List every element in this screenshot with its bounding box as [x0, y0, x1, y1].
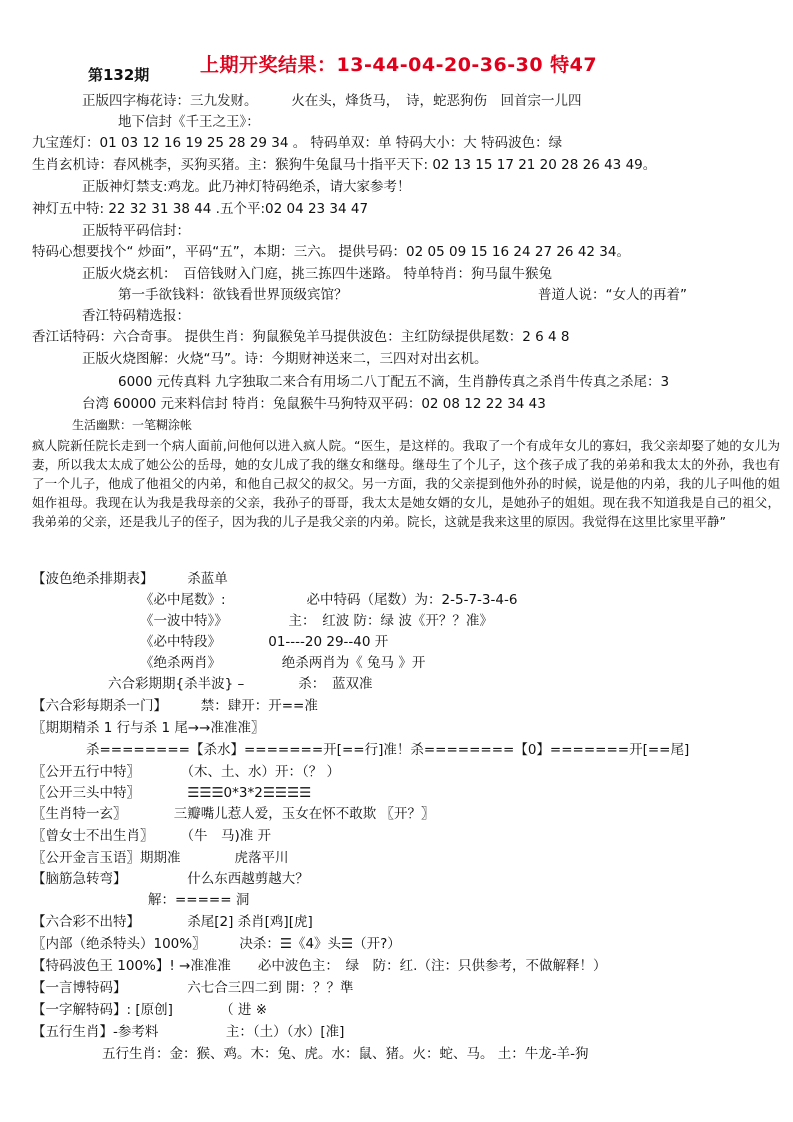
taiwan-envelope-line: 台湾 60000 元来料信封 特肖：兔鼠猴牛马狗特双平码：02 08 12 22 34 43: [82, 396, 546, 412]
three-heads-line: 〖公开三头中特〗 ☰☰☰0*3*2☰☰☰☰: [32, 785, 312, 801]
humor-story: 疯人院新任院长走到一个病人面前,问他何以进入疯人院。“医生，是这样的。我取了一个有成年女儿的寡妇，我父亲却娶了她的女儿为妻，所以我太太成了她公公的岳母，她的女儿成了我的继女和继母。继母生了个儿子，这个孩子成了我的弟弟和我太太的外孙，我也有了一个儿子，他成了他祖父的内弟，和他自己叔父的叔父。另一方面，我的父亲提到他外孙的时候，说是他的内弟，我的儿子叫他的姐姐作祖母。我现在认为我是我母亲的父亲，我孙子的哥哥，我太太是她女婿的女儿，是她孙子的姐姐。现在我不知道我是自己的祖父，我弟弟的父亲，还是我儿子的侄子，因为我的儿子是我父亲的内弟。院长，这就是我来这里的原因。我觉得在这里比家里平静”: [32, 438, 780, 529]
five-elements-line: 〖公开五行中特〗 （木、土、水）开：（？ ）: [32, 764, 341, 780]
fire-mystery-line: 正版火烧玄机： 百倍钱财入门庭，挑三拣四牛迷路。 特单特肖：狗马鼠牛猴兔: [82, 266, 553, 282]
nine-lotus-line: 九宝莲灯：01 03 12 16 19 25 28 29 34 。 特码单双：单 特码大小：大 特码波色：绿: [32, 135, 563, 151]
hongkong-talk-line: 香江话特码：六合奇事。 提供生肖：狗鼠猴兔羊马提供波色：主红防绿提供尾数：2 6 4 8: [32, 329, 570, 345]
golden-words-line: 〖公开金言玉语〗期期准 虎落平川: [32, 850, 289, 866]
hongkong-selection-title: 香江特码精选报：: [82, 308, 190, 324]
half-wave-line: 六合彩期期{杀半波} – 杀： 蓝双准: [108, 676, 373, 692]
one-word-bet-line: 【一言博特码】 六七合三四二到 開：？？準: [32, 980, 354, 996]
humor-title: 生活幽默：一笔糊涂帐: [72, 418, 193, 432]
ms-zeng-line: 〖曾女士不出生肖〗 （牛 马)准 开: [32, 828, 272, 844]
zodiac-mystery-line: 生肖玄机诗：春风桃李，买狗买猪。主：猴狗牛兔鼠马十指平天下: 02 13 15 17 21 20 28 26 43 49。: [32, 157, 657, 173]
brain-teaser-answer: 解：===== 洞: [148, 892, 250, 908]
special-code-line: 特码心想要找个“ 炒面”，平码“五”，本期：三六。 提供号码：02 05 09 15 16 24 27 26 42 34。: [32, 244, 630, 260]
fire-diagram-line: 正版火烧图解：火烧“马”。诗：今期财神送来二，三四对对出玄机。: [82, 351, 488, 367]
must-tail-line: 《必中尾数》: 必中特码（尾数）为：2-5-7-3-4-6: [140, 592, 518, 608]
color-kill-table-title: 【波色绝杀排期表】 杀蓝单: [32, 571, 228, 587]
kill-row-tail-title: 〖期期精杀 1 行与杀 1 尾→→准准准〗: [32, 720, 265, 736]
fax-material-line: 6000 元传真料 九字独取二来合有用场二八丁配五不滴，生肖静传真之杀肖牛传真之杀尾：3: [118, 374, 670, 390]
five-element-zodiac-list: 五行生肖：金：猴、鸡。木：兔、虎。水：鼠、猪。火：蛇、马。 土：牛龙-羊-狗: [102, 1046, 589, 1062]
five-element-zodiac-ref-line: 【五行生肖】-参考料 主：（土）（水）[准]: [32, 1024, 345, 1040]
one-wave-line: 《一波中特》》 主： 红波 防：绿 波《开？？准》: [140, 613, 493, 629]
first-hand-line: 第一手欲钱料：欲钱看世界顶级宾馆？: [118, 287, 348, 303]
plum-poem-line: 正版四字梅花诗：三九发财。 火在头，烽货马， 诗，蛇恶狗伤 回首宗一儿四: [82, 93, 582, 109]
kill-water-line: 杀========【杀水】=======开[==行]准！杀========【0】=======开[==尾]: [86, 742, 690, 758]
issue-number: 第132期: [88, 66, 150, 84]
color-king-line: 【特码波色王 100%】! →准准准 必中波色主： 绿 防：红.（注：只供参考，不做解释！）: [32, 958, 607, 974]
taoist-saying: 普道人说：“女人的再着”: [538, 287, 687, 303]
flat-code-envelope-title: 正版特平码信封：: [82, 223, 190, 239]
one-char-solve-line: 【一字解特码】: [原创] （ 进 ※: [32, 1002, 268, 1018]
brain-teaser-line: 【脑筋急转弯】 什么东西越剪越大？: [32, 871, 309, 887]
internal-kill-head-line: 〖内部（绝杀特头）100%〗 决杀：☰《4》头☰（开?）: [32, 936, 401, 952]
lamp-five-line: 神灯五中特: 22 32 31 38 44 .五个平:02 04 23 34 47: [32, 201, 369, 217]
must-section-line: 《必中特段》 01----20 29--40 开: [140, 634, 389, 650]
kill-two-zodiac-line: 《绝杀两肖》 绝杀两肖为《 兔马 》开: [140, 655, 426, 671]
lamp-ban-line: 正版神灯禁支:鸡龙。此乃神灯特码绝杀，请大家参考！: [82, 179, 411, 195]
underground-envelope-title: 地下信封《千王之王》：: [118, 114, 260, 130]
zodiac-one-mystery-line: 〖生肖特一玄〗 三瓣嘴儿惹人爱，玉女在怀不敢欺 〖开？〗: [32, 806, 435, 822]
last-draw-result: 上期开奖结果：13-44-04-20-36-30 特47: [200, 54, 598, 76]
not-out-special-line: 【六合彩不出特】 杀尾[2] 杀肖[鸡][虎]: [32, 914, 313, 930]
kill-one-gate-line: 【六合彩每期杀一门】 禁：肆开：开==准: [32, 698, 318, 714]
